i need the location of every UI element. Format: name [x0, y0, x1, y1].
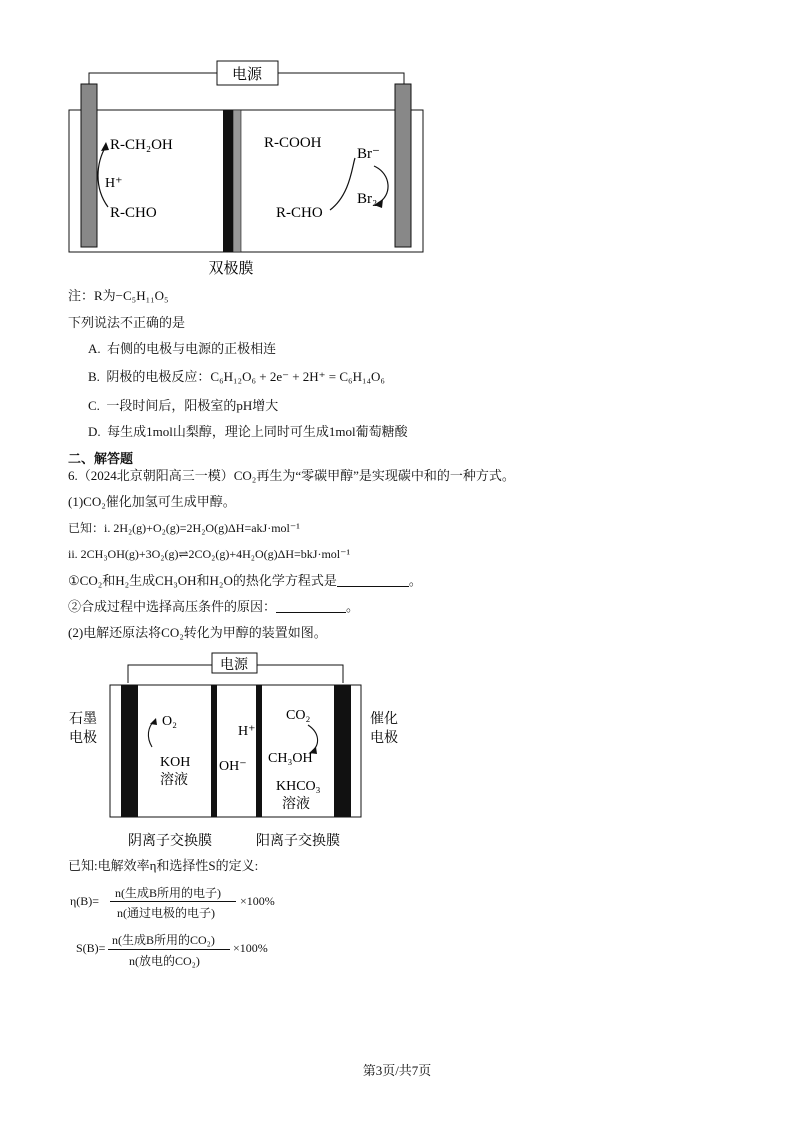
- answer-blank-2[interactable]: [276, 600, 346, 613]
- o2-arrow: [148, 721, 154, 747]
- option-letter: A.: [88, 341, 101, 356]
- q6-part2: (2)电解还原法将CO₂转化为甲醇的装置如图。: [68, 625, 327, 640]
- co2-label: CO₂: [286, 708, 311, 723]
- eta-denominator: n(通过电极的电子): [117, 906, 215, 920]
- sub-question-2: [68, 599, 359, 615]
- q6-intro: 6.（2024北京朝阳高三一模）CO₂再生为“零碳甲醇”是实现碳中和的一种方式。: [68, 468, 515, 483]
- khco3-solution: 溶液: [282, 797, 310, 812]
- q6-part1: (1)CO₂催化加氢可生成甲醇。: [68, 494, 236, 509]
- power-label: 电源: [220, 658, 248, 673]
- option-letter: B.: [88, 369, 100, 384]
- h-plus-label: H⁺: [238, 724, 256, 739]
- right-br2-label: Br₂: [357, 191, 378, 207]
- option-b: [88, 369, 385, 385]
- graphite-electrode: [121, 685, 138, 817]
- right-bottom-label: R-CHO: [276, 205, 323, 221]
- right-arrow-1: [330, 158, 355, 210]
- membrane-label: 双极膜: [208, 261, 254, 277]
- o2-label: O₂: [162, 714, 177, 729]
- option-letter: D.: [88, 424, 101, 439]
- option-text: 每生成1mol山梨醇，理论上同时可生成1mol葡萄糖酸: [107, 424, 408, 439]
- sel-numerator: n(生成B所用的CO₂): [112, 933, 215, 947]
- o2-arrowhead: [150, 718, 157, 725]
- eta-numerator: n(生成B所用的电子): [115, 886, 221, 900]
- section-heading: 二、解答题: [68, 451, 134, 466]
- right-electrode: [395, 84, 411, 247]
- bipolar-membrane-light: [233, 110, 241, 252]
- left-arrowhead: [101, 142, 109, 151]
- koh-label: KOH: [160, 755, 191, 770]
- eta-lhs: η(B)=: [70, 894, 100, 908]
- left-top-label: R-CH₂OH: [110, 137, 173, 153]
- eta-tail: ×100%: [240, 894, 275, 908]
- note-line: 注：R为−C₅H₁₁O₅: [68, 288, 169, 303]
- koh-solution: 溶液: [160, 773, 188, 788]
- eta-fraction-bar: [110, 901, 236, 902]
- sub1-end: 。: [408, 573, 422, 588]
- option-letter: C.: [88, 398, 100, 413]
- sel-tail: ×100%: [233, 941, 268, 955]
- electrolysis-diagram-1: [0, 0, 794, 290]
- definition-intro: 已知:电解效率η和选择性S的定义:: [68, 858, 259, 873]
- option-c: [88, 398, 278, 414]
- right-electrode-label-2: 电极: [370, 731, 398, 746]
- left-electrode: [81, 84, 97, 247]
- oh-minus-label: OH⁻: [219, 759, 247, 774]
- option-a: [88, 341, 276, 357]
- wire-left: [128, 665, 212, 683]
- sub2-text: ②合成过程中选择高压条件的原因：: [68, 599, 277, 614]
- sub-question-1: [68, 573, 422, 589]
- page-footer: 第3页/共7页: [362, 1063, 432, 1078]
- power-label: 电源: [231, 67, 263, 83]
- sel-lhs: S(B)=: [76, 941, 106, 955]
- wire-right: [257, 665, 343, 683]
- cation-membrane-label: 阳离子交换膜: [256, 834, 340, 849]
- khco3-label: KHCO₃: [276, 779, 321, 794]
- right-electrode-label-1: 催化: [370, 712, 398, 727]
- left-ion-label: H⁺: [105, 176, 123, 191]
- left-electrode-label-2: 电极: [69, 731, 97, 746]
- question-stem: 下列说法不正确的是: [68, 315, 186, 330]
- cell-container: [110, 685, 361, 817]
- anion-membrane-label: 阴离子交换膜: [128, 834, 212, 849]
- option-text: 右侧的电极与电源的正极相连: [107, 341, 277, 356]
- right-br-label: Br⁻: [357, 146, 380, 162]
- wire-left: [89, 73, 217, 86]
- sel-denominator: n(放电的CO₂): [129, 954, 200, 968]
- right-top-label: R-COOH: [264, 135, 322, 151]
- option-text: 阴极的电极反应：C₆H₁₂O₆ + 2e⁻ + 2H⁺ = C₆H₁₄O₆: [106, 369, 385, 384]
- left-bottom-label: R-CHO: [110, 205, 157, 221]
- co2-arrow: [308, 725, 318, 751]
- sub1-text: ①CO₂和H₂生成CH₃OH和H₂O的热化学方程式是: [68, 573, 337, 588]
- left-electrode-label-1: 石墨: [69, 712, 97, 727]
- sel-fraction-bar: [108, 949, 230, 950]
- electrolysis-diagram-2: [0, 645, 794, 860]
- bipolar-membrane-dark: [223, 110, 233, 252]
- answer-blank-1[interactable]: [337, 574, 409, 587]
- wire-right: [278, 73, 404, 86]
- sub2-end: 。: [346, 599, 360, 614]
- cation-exchange-membrane: [256, 685, 262, 817]
- catalytic-electrode: [334, 685, 351, 817]
- option-text: 一段时间后，阳极室的pH增大: [106, 398, 279, 413]
- known-i: 已知：i. 2H₂(g)+O₂(g)=2H₂O(g)ΔH=akJ·mol⁻¹: [68, 521, 300, 535]
- option-d: [88, 424, 408, 440]
- ch3oh-label: CH₃OH: [268, 751, 313, 766]
- anion-exchange-membrane: [211, 685, 217, 817]
- known-ii: ii. 2CH₃OH(g)+3O₂(g)⇌2CO₂(g)+4H₂O(g)ΔH=bkJ·mol⁻¹: [68, 547, 351, 561]
